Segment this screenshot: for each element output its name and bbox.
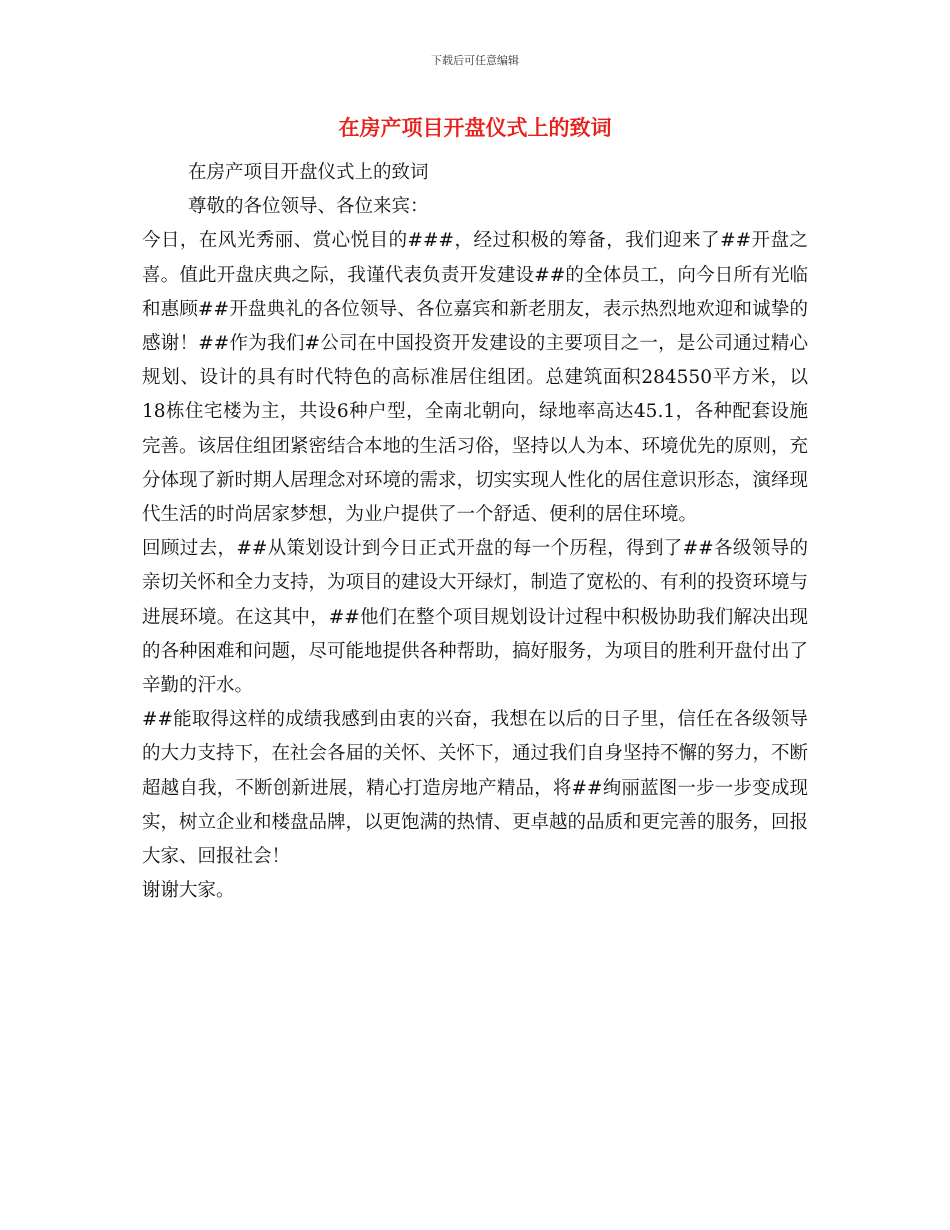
document-title: 在房产项目开盘仪式上的致词	[338, 116, 612, 140]
body-paragraph: 今日，在风光秀丽、赏心悦目的###，经过积极的筹备，我们迎来了##开盘之喜。值此开盘庆典之际，我谨代表负责开发建设##的全体员工，向今日所有光临和惠顾##开盘典礼的各位领导、各位嘉宾和新老朋友，表示热烈地欢迎和诚挚的感谢！##作为我们#公司在中国投资开发建设的主要项目之一，是公司通过精心规划、设计的具有时代特色的高标准居住组团。总建筑面积284550平方米，以18栋住宅楼为主，共设6种户型，全南北朝向，绿地率高达45.1，各种配套设施完善。该居住组团紧密结合本地的生活习俗，坚持以人为本、环境优先的原则，充分体现了新时期人居理念对环境的需求，切实实现人性化的居住意识形态，演绎现代生活的时尚居家梦想，为业户提供了一个舒适、便利的居住环境。	[142, 230, 809, 526]
body-paragraph: 回顾过去，##从策划设计到今日正式开盘的每一个历程，得到了##各级领导的亲切关怀和全力支持，为项目的建设大开绿灯，制造了宽松的、有利的投资环境与进展环境。在这其中，##他们在整个项目规划设计过程中积极协助我们解决出现的各种困难和问题，尽可能地提供各种帮助，搞好服务，为项目的胜利开盘付出了辛勤的汗水。	[142, 538, 809, 697]
salutation-paragraph: 尊敬的各位领导、各位来宾：	[188, 196, 429, 218]
document-body	[142, 156, 808, 908]
closing-paragraph: 谢谢大家。	[142, 880, 235, 902]
page-header: 下载后可任意编辑	[431, 54, 519, 67]
subtitle-paragraph: 在房产项目开盘仪式上的致词	[188, 162, 429, 183]
body-paragraph: ##能取得这样的成绩我感到由衷的兴奋，我想在以后的日子里，信任在各级领导的大力支持下，在社会各届的关怀、关怀下，通过我们自身坚持不懈的努力，不断超越自我，不断创新进展，精心打造房地产精品，将##绚丽蓝图一步一步变成现实，树立企业和楼盘品牌，以更饱满的热情、更卓越的品质和更完善的服务，回报大家、回报社会！	[142, 709, 809, 868]
